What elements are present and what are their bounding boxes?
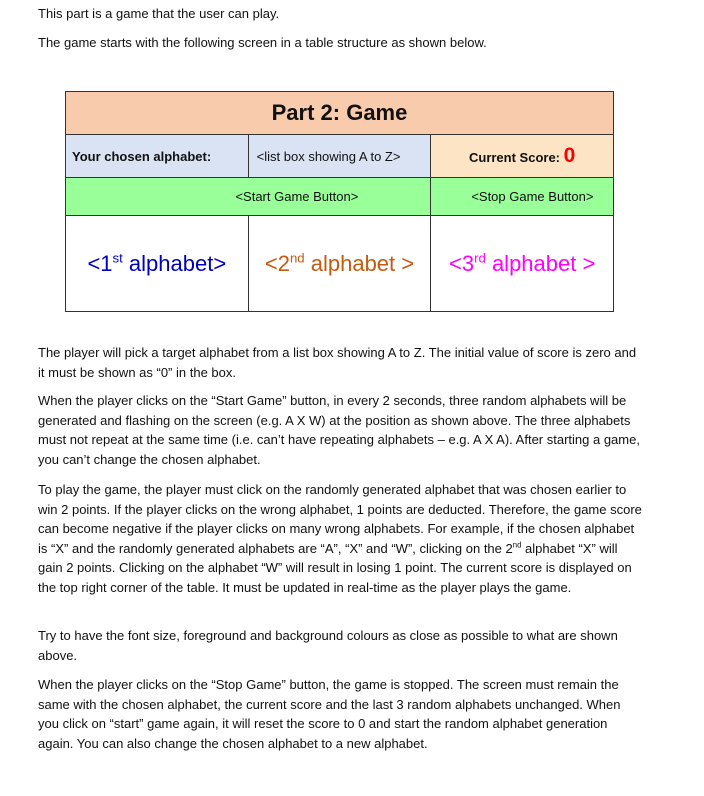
alphabet-slot-3-pre: <3 <box>449 250 475 276</box>
alphabet-slot-1-post: alphabet> <box>122 250 227 276</box>
chosen-alphabet-label: Your chosen alphabet: <box>66 135 249 178</box>
body-paragraph-styling: Try to have the font size, foreground and background colours as close as possible to what are shown above. <box>38 628 618 663</box>
scoring-text-b: alphabet “X” will gain 2 points. Clicking on the alphabet “W” will result in losing 1 point. The current score is displayed on the top right corner of the table. It must be updated in real-time as the player plays the game. <box>38 540 632 595</box>
game-layout-table <box>65 91 614 312</box>
score-value: 0 <box>563 144 576 167</box>
start-game-button[interactable]: <Start Game Button> <box>66 178 431 216</box>
current-score <box>431 135 614 178</box>
intro-paragraph-2: The game starts with the following screen in a table structure as shown below. <box>38 35 487 50</box>
alphabet-slot-3-post: alphabet > <box>485 250 596 276</box>
alphabet-slot-3-sup: rd <box>474 250 486 266</box>
alphabet-slot-2-pre: <2 <box>264 250 290 276</box>
alphabet-slot-2-post: alphabet > <box>304 250 415 276</box>
game-title: Part 2: Game <box>66 92 614 135</box>
scoring-text-a: To play the game, the player must click on the randomly generated alphabet that was chosen earlier to win 2 points. If the player clicks on the wrong alphabet, 1 points are deducted. Therefore, the game score can become negative if the player clicks on many wrong alphabets. For example, if the chosen alphabet is “X” and the randomly generated alphabets are “A”, “X” and “W”, clicking on the 2 <box>38 482 642 556</box>
alphabet-listbox[interactable]: <list box showing A to Z> <box>248 135 431 178</box>
scoring-text-sup: nd <box>512 540 522 550</box>
intro-paragraph-1: This part is a game that the user can play. <box>38 6 280 21</box>
alphabet-slot-1-pre: <1 <box>87 250 113 276</box>
body-paragraph-start-game: When the player clicks on the “Start Game” button, in every 2 seconds, three random alphabets will be generated and flashing on the screen (e.g. A X W) at the position as shown above. The three alphabets must not repeat at the same time (i.e. can’t have repeating alphabets – e.g. A X A). After starting a game, you can’t change the chosen alphabet. <box>38 393 640 467</box>
stop-game-button[interactable]: <Stop Game Button> <box>431 178 614 216</box>
score-label: Current Score: <box>468 150 564 165</box>
body-paragraph-stop-game: When the player clicks on the “Stop Game” button, the game is stopped. The screen must remain the same with the chosen alphabet, the current score and the last 3 random alphabets unchanged. When you click on “start” game again, it will reset the score to 0 and start the random alphabet generation again. You can also change the chosen alphabet to a new alphabet. <box>38 677 621 751</box>
alphabet-slot-1[interactable] <box>66 216 249 312</box>
alphabet-slot-2[interactable] <box>248 216 431 312</box>
body-paragraph-pick-alphabet: The player will pick a target alphabet from a list box showing A to Z. The initial value of score is zero and it must be shown as “0” in the box. <box>38 345 637 380</box>
alphabet-slot-2-sup: nd <box>289 250 305 266</box>
body-paragraph-scoring <box>38 480 644 598</box>
alphabet-slot-3[interactable] <box>431 216 614 312</box>
alphabet-slot-1-sup: st <box>112 250 123 266</box>
